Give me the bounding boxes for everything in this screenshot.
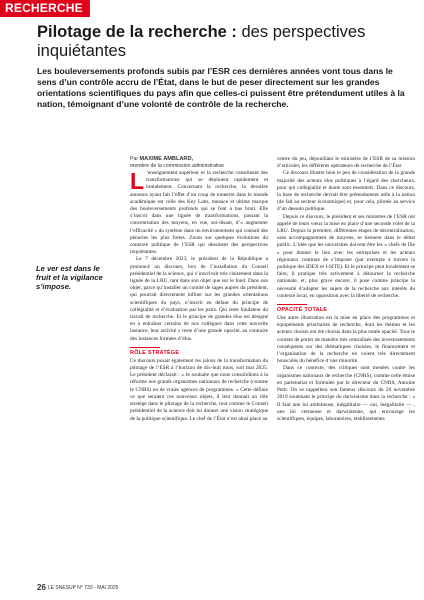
byline-prefix: Par (130, 156, 140, 162)
paragraph: Une autre illustration est la mise en place des programmes et équipements prioritaires de recherche, dont les thèmes et les acteurs choisis ont été choisis dans la plus totale opacité. Tous le courent de porter de manière très centralisée des investissements conséquents sur des thématiques choisies, le financement et l’organisation de la recherche ne voient très directement bousculés du bénéfice d’une minorité. (277, 315, 415, 365)
article-column-left (130, 170, 268, 573)
paragraph-text: ’enseignement supérieur et la recherche constituent des transformations qui se déploient rapidement et brutalement. Concernant la recherche, la dernière annonce ayant fait l’effet d’un coup de tonnerre dans le monde académique est celle des Key Labs, menace et ultime marque des bouleversements profonds qui se font à bas bruit. Elle s’inscrit dans une lignée de transformations, passant la concentration des moyens, en vue, soi-disant, d’« augmenter l’efficacité » du système dans un environnement qui connaît des pénuries les plus fortes. Zoom sur quelques évolutions du contexte politique de l’ESR qui dessinent des perspectives inquiétantes. (130, 170, 268, 256)
issue-label: LE SNESUP N° 733 - MAI 2025 (47, 585, 119, 591)
paragraph: Ce discours illustre bien le peu de considération de la grande majorité des acteurs élus politiques à l’égard des chercheurs, pour qui collégialité et doute sont essentiels. Dans ce discours, la base de recherche devrait être prétendument utile à la nation (de fait au secteur économique) et, pour cela, pilotée au service d’un dessein politique. (277, 170, 415, 213)
article-title-strong: Pilotage de la recherche : (37, 23, 237, 41)
article-title-light: des perspectives inquiétantes (37, 23, 366, 60)
article-title (37, 23, 407, 61)
paragraph: Ce discours posait également les jalons de la transformation du pilotage de l’ESR à l’horizon de dix-huit mois, soit mai 2025. Le président déclarait : « Je souhaite que nous consolidions à la réforme nos grands organismes nationaux de recherche (comme le CNRS) en de vraies agences de programmes. » Cette définie ce que seraient ces nouveaux objets, il leur donnait un rôle stratège dans le pilotage de la recherche, tout comme le Conseil présidentiel de la science doit lui donner une vision stratégique de la politique scientifique. Le chef de l’État n’est ainsi placé au (130, 357, 268, 422)
author-role: membre de la commission administrative (130, 163, 224, 169)
page-footer (37, 583, 118, 592)
paragraph (130, 170, 268, 256)
paragraph: Depuis ce discours, le président et ses ministres de l’ESR ont appelé de leurs vœux la mise en place d’une seconde volet de la LRU. Depuis la première, différentes étapes de décentralisation, sans accompagnement de moyens, se tiennent dans le débat public. L’idée que les universités doivent être les « chefs de file » pour donner le lien avec les entreprises et les acteurs régionaux continue de s’imposer (par exemple à travers la politique des IDEX et I-SITE). Et le principe peut localement se faire, il pratique très activement à détourner la recherche nationale, et, plus grave encore, il pose comme principe la nécessité d’adapter les sujets de la recherche aux intérêts du contexte local, en opposition avec la liberté de recherche. (277, 213, 415, 299)
paragraph: Dans ce contexte, des critiques sont menées contre les organismes nationaux de recherche (CNRS), comme celle émise en partenariat et formulée par le directeur du CNRS, Antoine Petit. On se rappellera son fameux discours du 26 novembre 2019 soutenant le principe du darwinisme dans la recherche : « Il faut une loi ambitieuse, inégalitaire — oui, inégalitaire — , une loi vertueuse et darwinienne, qui encourage les scientifiques, équipes, laboratoires, établissements (277, 365, 415, 422)
article-lead: Les bouleversements profonds subis par l’ESR ces dernières années vont tous dans le sens d’un contrôle accru de l’État, dans le but de peser directement sur les grandes orientations scientifiques du pays afin que celles-ci puissent être prétendument utiles à la nation, témoignant d’une volonté de contrôle de la recherche. (37, 66, 405, 110)
section-subheading: OPACITÉ TOTALE (277, 304, 415, 314)
paragraph: Le 7 décembre 2023, le président de la République a prononcé un discours, lors de l’installation du Conseil présidentiel de la science, qui s’inscrivait très clairement dans la lignée de la LRU, tant dans son objet que sur le fond. Dans son objet, parce qu’installer un comité de sages auprès du président, qui pourrait directement influer sur les grandes orientations scientifiques du pays, n’inscrit en défaut du principe de collégialité et d’évaluation par les pairs. Qui reste fondateur du travail de recherche. Et le principe de grandes élus est désigné en à entraîner certains de nos collègues dans cette nouvelle instance, leur activité y reste d’une grande opacité, au contraire des instances formées d’élus. (130, 256, 268, 342)
page-number: 26 (37, 583, 46, 592)
paragraph: centre du jeu, dépouillant le ministère de l’ESR de sa mission d’articuler, les différents opérateurs de recherche de l’État. (277, 156, 415, 170)
section-rubric: RECHERCHE (0, 0, 90, 17)
pull-quote: Le ver est dans le fruit et la vigilance s’impose. (36, 264, 103, 292)
article-column-right (277, 156, 415, 573)
section-subheading: RÔLE STRATÈGE (130, 347, 268, 357)
drop-cap: L (130, 170, 145, 194)
author-name: MAXIME AMBLARD, (139, 156, 194, 162)
